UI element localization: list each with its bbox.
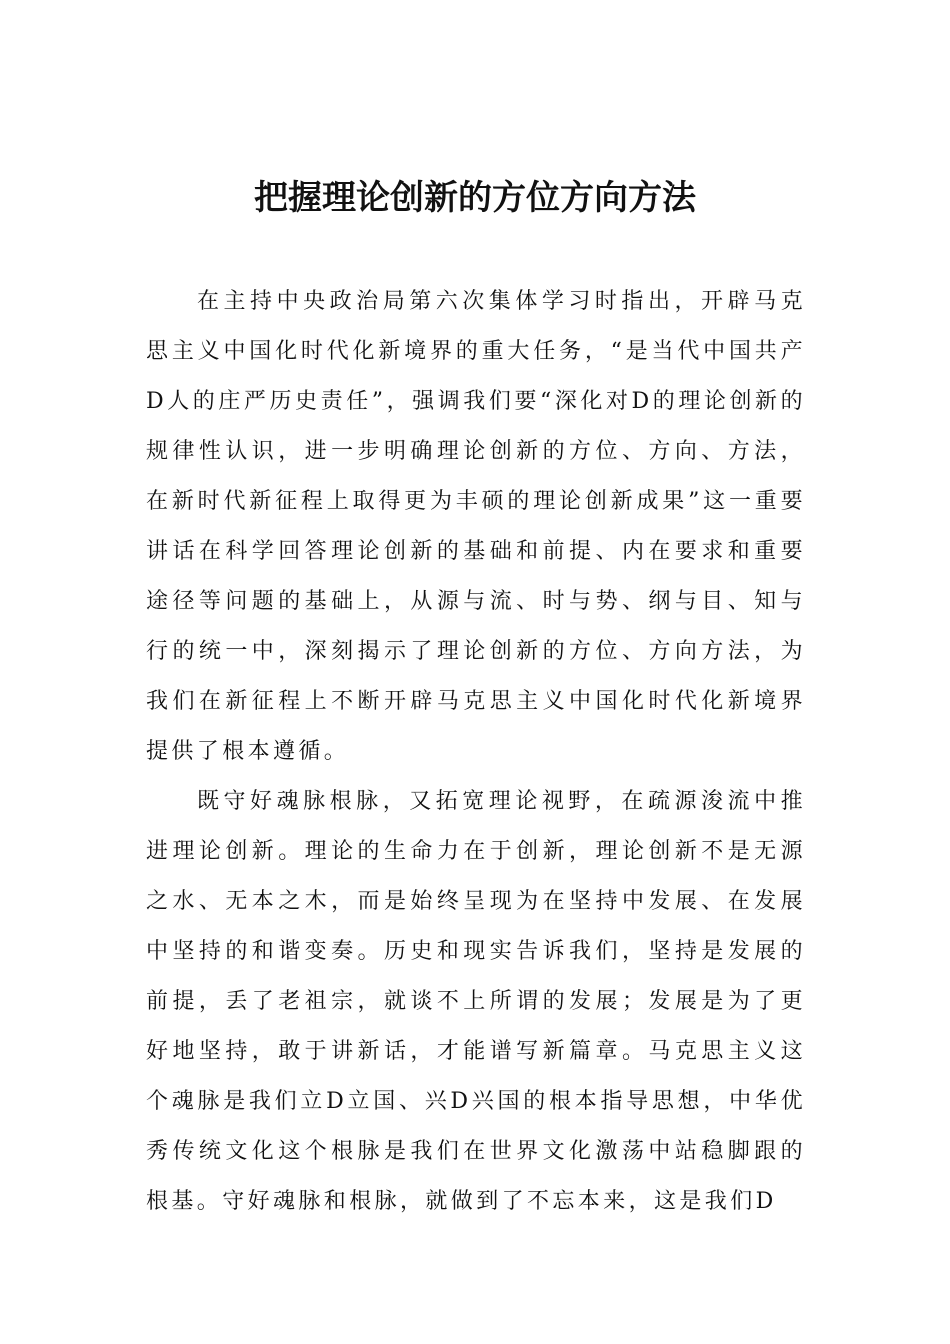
document-title: 把握理论创新的方位方向方法 <box>254 178 696 218</box>
paragraph-2: 既守好魂脉根脉，又拓宽理论视野，在疏源浚流中推进理论创新。理论的生命力在于创新，理论创新不是无源之水、无本之木，而是始终呈现为在坚持中发展、在发展中坚持的和谐变奏。历史和现实告诉我们，坚持是发展的前提，丢了老祖宗，就谈不上所谓的发展；发展是为了更好地坚持，敢于讲新话，才能谱写新篇章。马克思主义这个魂脉是我们立D立国、兴D兴国的根本指导思想，中华优秀传统文化这个根脉是我们在世界文化激荡中站稳脚跟的根基。守好魂脉和根脉，就做到了不忘本来，这是我们D <box>146 789 806 1214</box>
document-body <box>146 277 806 1227</box>
paragraph-1: 在主持中央政治局第六次集体学习时指出，开辟马克思主义中国化时代化新境界的重大任务，“是当代中国共产D人的庄严历史责任”，强调我们要“深化对D的理论创新的规律性认识，进一步明确理论创新的方位、方向、方法，在新时代新征程上取得更为丰硕的理论创新成果”这一重要讲话在科学回答理论创新的基础和前提、内在要求和重要途径等问题的基础上，从源与流、时与势、纲与目、知与行的统一中，深刻揭示了理论创新的方位、方向方法，为我们在新征程上不断开辟马克思主义中国化时代化新境界提供了根本遵循。 <box>146 289 806 764</box>
